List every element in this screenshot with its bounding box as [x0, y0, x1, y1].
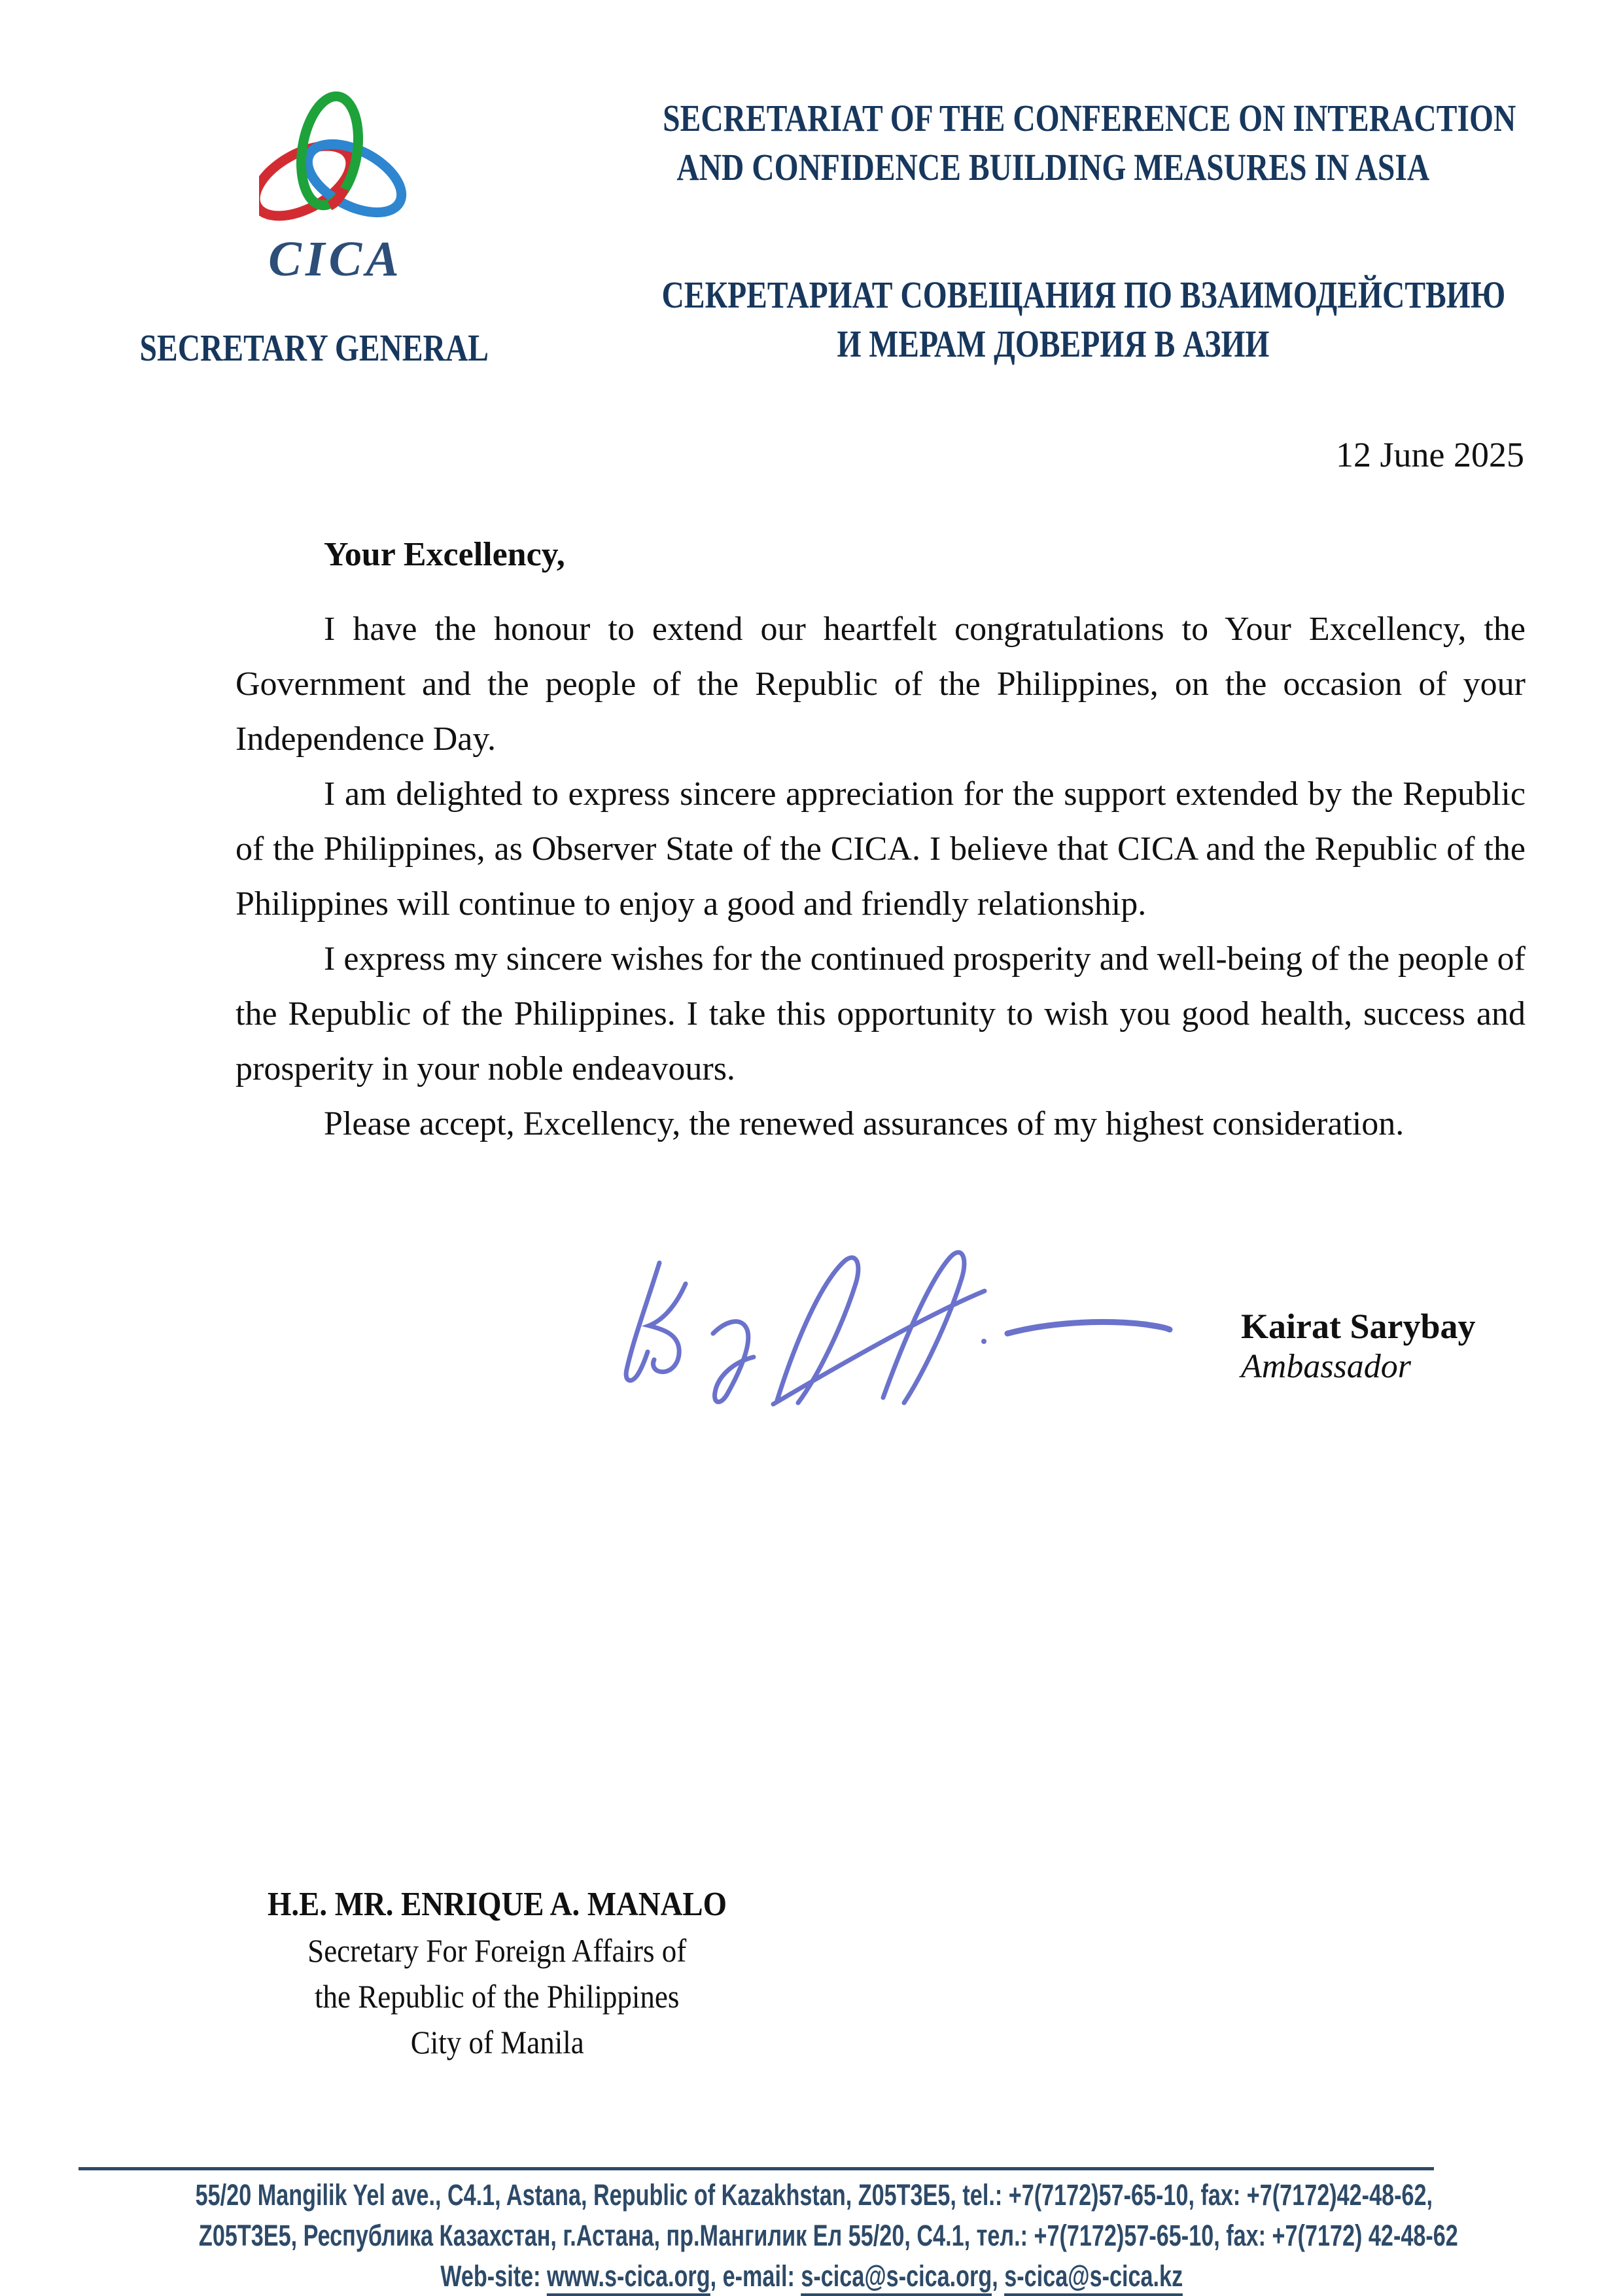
letterhead-titles [569, 94, 1537, 368]
sender-title: SECRETARY GENERAL [139, 327, 489, 369]
body-paragraph: I have the honour to extend our heartfelt congratulations to Your Excellency, the Government and the people of the Republic of the Philippines, on the occasion of your Independence Day. [236, 610, 1526, 758]
signatory-title: Ambassador [1241, 1348, 1412, 1385]
logo-wordmark: CICA [268, 232, 403, 287]
org-title-russian: СЕКРЕТАРИАТ СОВЕЩАНИЯ ПО ВЗАИМОДЕЙСТВИЮ И МЕРАМ ДОВЕРИЯ В АЗИИ [661, 274, 1506, 365]
body-paragraph: I am delighted to express sincere appreciation for the support extended by the Republic of the Philippines, as Observer State of the CICA. I believe that CICA and the Republic of the Philippines will continue to enjoy a good and friendly relationship. [236, 775, 1526, 923]
recipient-line: City of Manila [410, 2024, 584, 2060]
website-link[interactable]: www.s-cica.org [547, 2259, 710, 2296]
recipient-name: H.E. MR. ENRIQUE A. MANALO [267, 1886, 727, 1923]
footer-contact-block [0, 2175, 1623, 2296]
body-paragraph: Please accept, Excellency, the renewed assurances of my highest consideration. [324, 1105, 1405, 1142]
email-link-kz[interactable]: s-cica@s-cica.kz [1004, 2259, 1183, 2296]
cica-trefoil-logo-icon [259, 90, 413, 224]
footer-links-line [0, 2256, 1623, 2296]
body-paragraph: I express my sincere wishes for the continued prosperity and well-being of the people of the Republic of the Philippines. I take this opportunity to wish you good health, success and prosperity in your noble endeavours. [236, 940, 1526, 1087]
letter-date: 12 June 2025 [1336, 435, 1524, 474]
recipient-block [236, 1882, 759, 2065]
handwritten-signature-icon [602, 1229, 1210, 1419]
letter-body [236, 527, 1526, 1152]
org-title-english: SECRETARIAT OF THE CONFERENCE ON INTERACTION AND CONFIDENCE BUILDING MEASURES IN ASIA [663, 97, 1516, 188]
footer-address-en: 55/20 Mangilik Yel ave., C4.1, Astana, Republic of Kazakhstan, Z05T3E5, tel.: +7(7172)57-65-10, fax: +7(7172)42-48-62, [195, 2178, 1433, 2212]
signature-block [236, 1229, 1526, 1425]
email-link-org[interactable]: s-cica@s-cica.org [801, 2259, 992, 2296]
letterhead-brand [98, 90, 530, 370]
recipient-line: Secretary For Foreign Affairs of [307, 1932, 687, 1969]
salutation: Your Excellency, [324, 536, 565, 573]
email-label: , e-mail: [710, 2259, 801, 2293]
signatory-name: Kairat Sarybay [1241, 1307, 1476, 1346]
email-separator: , [992, 2259, 1005, 2293]
website-label: Web-site: [440, 2259, 547, 2293]
recipient-line: the Republic of the Philippines [315, 1978, 680, 2015]
signatory [1241, 1306, 1476, 1387]
footer-divider [79, 2167, 1434, 2170]
footer-address-ru: Z05T3E5, Республика Казахстан, г.Астана, пр.Мангилик Ел 55/20, C4.1, тел.: +7(7172)57-65-10, fax: +7(7172) 42-48-62 [198, 2219, 1458, 2252]
